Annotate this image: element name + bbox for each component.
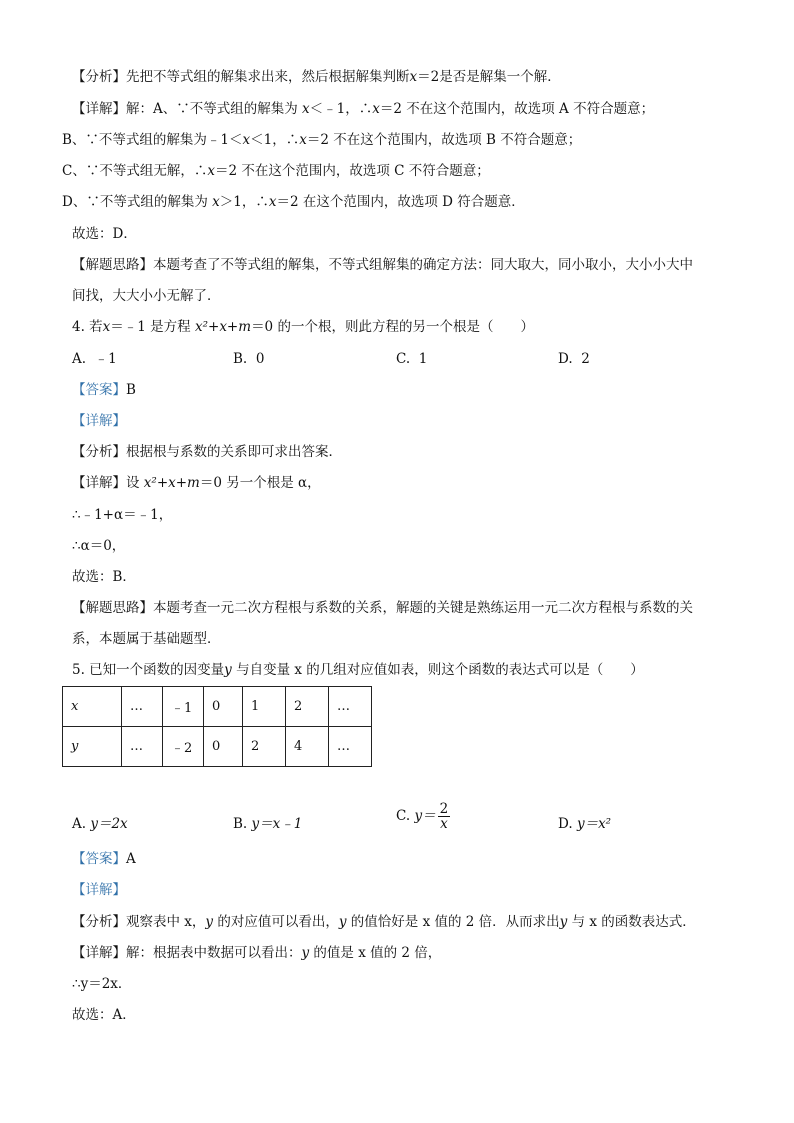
q4-answer <box>72 381 136 399</box>
var-x: x <box>207 163 215 179</box>
option-value: ﹣1 <box>94 351 117 367</box>
var-x: x <box>302 101 310 117</box>
q4-xiangjie-heading: 【详解】 <box>72 413 126 429</box>
option-value: 2 <box>581 351 590 367</box>
table-row <box>63 687 372 727</box>
table-cell: 4 <box>286 727 329 767</box>
stem-text: ＝0 的一个根，则此方程的另一个根是（ ） <box>251 319 534 335</box>
detail-text: 解：A、∵不等式组的解集为 <box>126 101 298 117</box>
analysis-text: 观察表中 x， <box>126 914 206 930</box>
option-value: 1 <box>418 351 428 367</box>
option-letter: B. <box>233 351 248 367</box>
detail-text: 设 <box>126 475 140 491</box>
detail-text: ＝2 不在这个范围内，故选项 B 不符合题意； <box>306 132 582 148</box>
q5-xiangjie-heading: 【详解】 <box>72 882 126 898</box>
var-x: x <box>212 194 220 210</box>
q4-choose: 故选：B． <box>72 569 136 585</box>
detail-text: ＝2 不在这个范围内，故选项 C 不符合题意； <box>214 163 490 179</box>
idea-text: 本题考查一元二次方程根与系数的关系，解题的关键是熟练运用一元二次方程根与系数的关 <box>153 600 693 616</box>
fraction-denominator: x <box>440 816 448 832</box>
detail-text: ＝2 不在这个范围内，故选项 A 不符合题意； <box>379 101 655 117</box>
q4-step-2: ∴α＝0， <box>72 538 126 554</box>
equation: x²+x+m <box>194 319 252 335</box>
option-value: y＝ <box>414 808 436 824</box>
detail-text: C、∵不等式组无解，∴ <box>62 163 208 179</box>
q5-step-1: ∴y＝2x． <box>72 976 132 992</box>
analysis-text: 的值恰好是 x 值的 2 倍．从而求出 <box>346 914 560 930</box>
option-letter: A. <box>72 816 87 832</box>
option-value: y＝x² <box>576 816 612 832</box>
table-cell: ﹣2 <box>163 727 204 767</box>
option-letter: C. <box>396 808 411 824</box>
q5-option-b <box>233 815 302 833</box>
table-cell: 0 <box>204 687 243 727</box>
fraction <box>438 802 451 831</box>
q5-answer <box>72 850 136 868</box>
stem-text: 5. 已知一个函数的因变量 <box>72 662 225 678</box>
table-cell: … <box>329 727 372 767</box>
q4-idea-line-2: 系，本题属于基础题型． <box>72 631 221 647</box>
detail-text: ＝0 另一个根是 α， <box>199 475 321 491</box>
analysis-tag: 【分析】 <box>72 914 126 930</box>
idea-tag: 【解题思路】 <box>72 257 153 273</box>
var-y: y <box>338 914 347 930</box>
var-y: y <box>301 945 310 961</box>
table-cell: y <box>63 727 122 767</box>
analysis-text: 的对应值可以看出， <box>213 914 339 930</box>
stem-text: ＝﹣1 是方程 <box>110 319 191 335</box>
idea-tag: 【解题思路】 <box>72 600 153 616</box>
option-value: y＝2x <box>90 816 128 832</box>
q4-option-c <box>396 350 427 368</box>
var-y: y <box>205 914 214 930</box>
var-x: x <box>299 132 307 148</box>
var-x: x <box>242 132 251 148</box>
detail-text: ＝2 在这个范围内，故选项 D 符合题意． <box>276 194 525 210</box>
table-cell: x <box>63 687 122 727</box>
var-x: x <box>372 101 380 117</box>
answer-tag: 【答案】 <box>72 851 126 867</box>
table-cell: ﹣1 <box>163 687 204 727</box>
table-cell: … <box>122 727 163 767</box>
table-cell: 2 <box>243 727 286 767</box>
detail-text: D、∵不等式组的解集为 <box>62 194 208 210</box>
option-letter: B. <box>233 816 248 832</box>
table-cell: 0 <box>204 727 243 767</box>
analysis-tag: 【分析】 <box>72 69 126 85</box>
detail-tag: 【详解】 <box>72 475 126 491</box>
q3-detail-line-a <box>72 100 654 118</box>
q4-idea-line-1 <box>72 599 693 617</box>
table-cell: … <box>329 687 372 727</box>
var-y: y <box>224 662 232 678</box>
var-y: y <box>559 914 568 930</box>
detail-text: ＜1，∴ <box>250 132 300 148</box>
q5-stem <box>72 661 644 679</box>
table-row <box>63 727 372 767</box>
q5-detail <box>72 944 441 962</box>
q4-option-b <box>233 350 264 368</box>
q5-analysis <box>72 913 696 931</box>
detail-text: ＞1，∴ <box>219 194 269 210</box>
q4-analysis <box>72 443 342 461</box>
q3-idea-line-2: 间找，大大小小无解了． <box>72 288 221 304</box>
q4-option-d <box>558 350 590 368</box>
answer-tag: 【答案】 <box>72 382 126 398</box>
table-cell: 2 <box>286 687 329 727</box>
q3-choose: 故选：D． <box>72 226 137 242</box>
detail-text: ＜﹣1，∴ <box>309 101 373 117</box>
option-value: 0 <box>255 351 265 367</box>
var-x: x <box>102 319 111 335</box>
q3-idea-line-1 <box>72 256 693 274</box>
detail-tag: 【详解】 <box>72 945 126 961</box>
analysis-text: 根据根与系数的关系即可求出答案． <box>126 444 342 460</box>
option-letter: D. <box>558 816 573 832</box>
q4-detail <box>72 474 321 492</box>
detail-tag: 【详解】 <box>72 101 126 117</box>
stem-text: 4. 若 <box>72 319 103 335</box>
table-cell: 1 <box>243 687 286 727</box>
q3-analysis-line <box>72 68 561 86</box>
analysis-text: 先把不等式组的解集求出来，然后根据解集判断 <box>126 69 410 85</box>
stem-text: 与自变量 x 的几组对应值如表，则这个函数的表达式可以是（ ） <box>236 662 644 678</box>
q4-step-1: ∴﹣1+α＝﹣1， <box>72 507 173 523</box>
table-cell: … <box>122 687 163 727</box>
detail-text: B、∵不等式组的解集为﹣1＜ <box>62 132 243 148</box>
option-letter: A. <box>72 351 87 367</box>
answer-value: A <box>126 851 136 867</box>
q4-option-a <box>72 350 117 368</box>
value-table <box>62 686 372 767</box>
detail-text: 的值是 x 值的 2 倍， <box>309 945 442 961</box>
equation: x²+x+m <box>143 475 200 491</box>
option-letter: D. <box>558 351 573 367</box>
q3-detail-line-c <box>62 162 490 180</box>
q3-detail-line-d <box>62 193 525 211</box>
q5-option-c <box>396 802 450 831</box>
q5-choose: 故选：A． <box>72 1007 136 1023</box>
analysis-tail: ＝2是否是解集一个解． <box>417 69 561 85</box>
option-letter: C. <box>396 351 411 367</box>
analysis-text: 与 x 的函数表达式． <box>567 914 696 930</box>
q5-option-d <box>558 815 611 833</box>
var-x: x <box>268 194 277 210</box>
option-value: y＝x﹣1 <box>251 816 303 832</box>
idea-text: 本题考查了不等式组的解集，不等式组解集的确定方法：同大取大，同小取小，大小小大中 <box>153 257 693 273</box>
fraction-numerator: 2 <box>439 801 449 817</box>
answer-value: B <box>126 382 136 398</box>
q5-option-a <box>72 815 128 833</box>
analysis-tag: 【分析】 <box>72 444 126 460</box>
q3-detail-line-b <box>62 131 581 149</box>
q4-stem <box>72 318 534 336</box>
var-x: x <box>409 69 418 85</box>
detail-text: 解：根据表中数据可以看出： <box>126 945 302 961</box>
